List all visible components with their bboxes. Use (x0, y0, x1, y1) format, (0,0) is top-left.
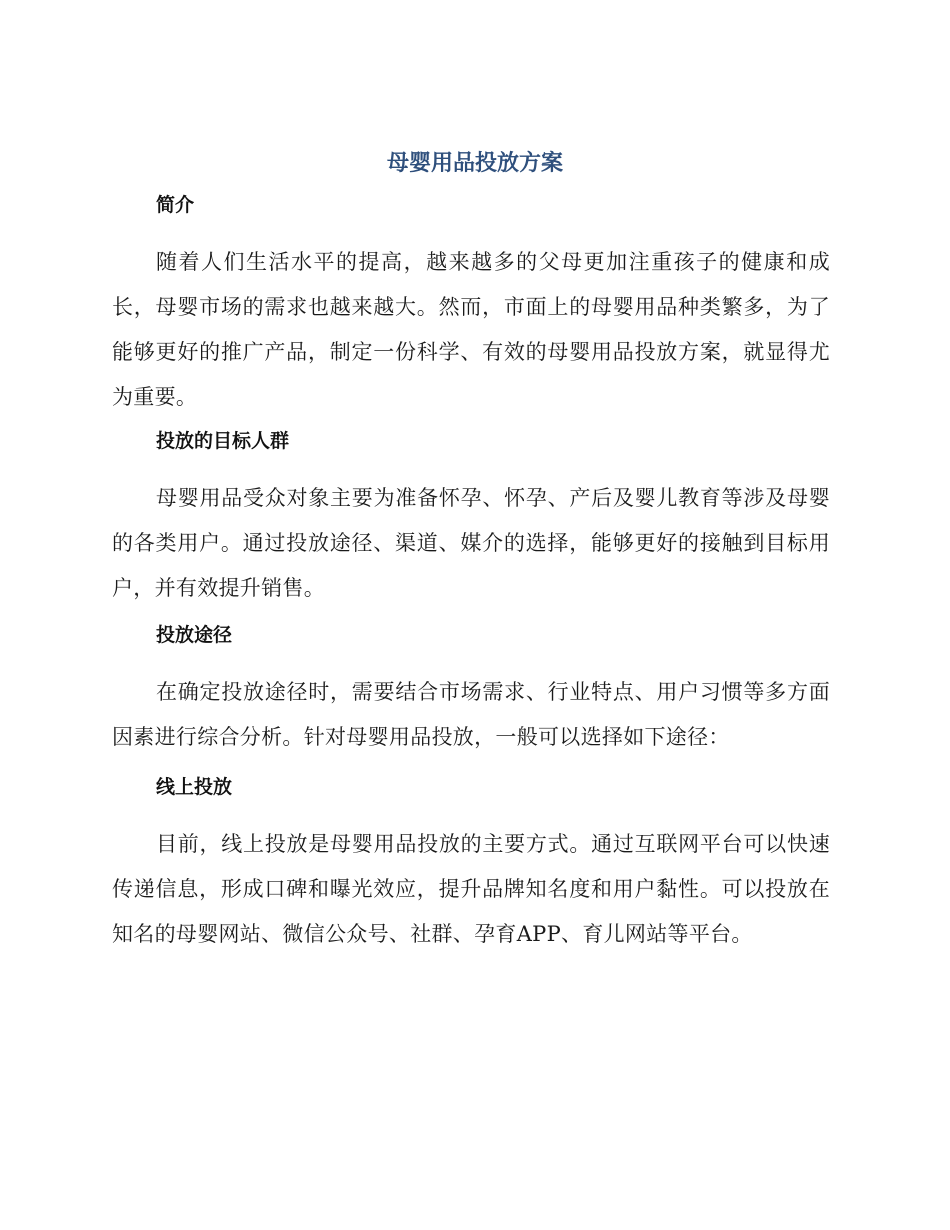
section-online (112, 772, 830, 957)
section-target-audience (112, 426, 830, 611)
section-heading-channels: 投放途径 (156, 624, 233, 646)
section-paragraph-target-audience: 母婴用品受众对象主要为准备怀孕、怀孕、产后及婴儿教育等涉及母婴的各类用户。通过投放途径、渠道、媒介的选择，能够更好的接触到目标用户，并有效提升销售。 (112, 486, 830, 600)
section-paragraph-online: 目前，线上投放是母婴用品投放的主要方式。通过互联网平台可以快速传递信息，形成口碑和曝光效应，提升品牌知名度和用户黏性。可以投放在知名的母婴网站、微信公众号、社群、孕育APP、育儿网站等平台。 (112, 832, 830, 946)
section-intro (112, 190, 830, 420)
section-heading-online: 线上投放 (156, 776, 233, 798)
section-heading-intro: 简介 (156, 194, 195, 216)
section-heading-target-audience: 投放的目标人群 (156, 430, 290, 452)
section-paragraph-intro: 随着人们生活水平的提高，越来越多的父母更加注重孩子的健康和成长，母婴市场的需求也越来越大。然而，市面上的母婴用品种类繁多，为了能够更好的推广产品，制定一份科学、有效的母婴用品投放方案，就显得尤为重要。 (112, 250, 830, 409)
section-paragraph-channels: 在确定投放途径时，需要结合市场需求、行业特点、用户习惯等多方面因素进行综合分析。针对母婴用品投放，一般可以选择如下途径： (112, 680, 830, 749)
section-channels (112, 620, 830, 760)
document-title: 母婴用品投放方案 (386, 151, 563, 176)
